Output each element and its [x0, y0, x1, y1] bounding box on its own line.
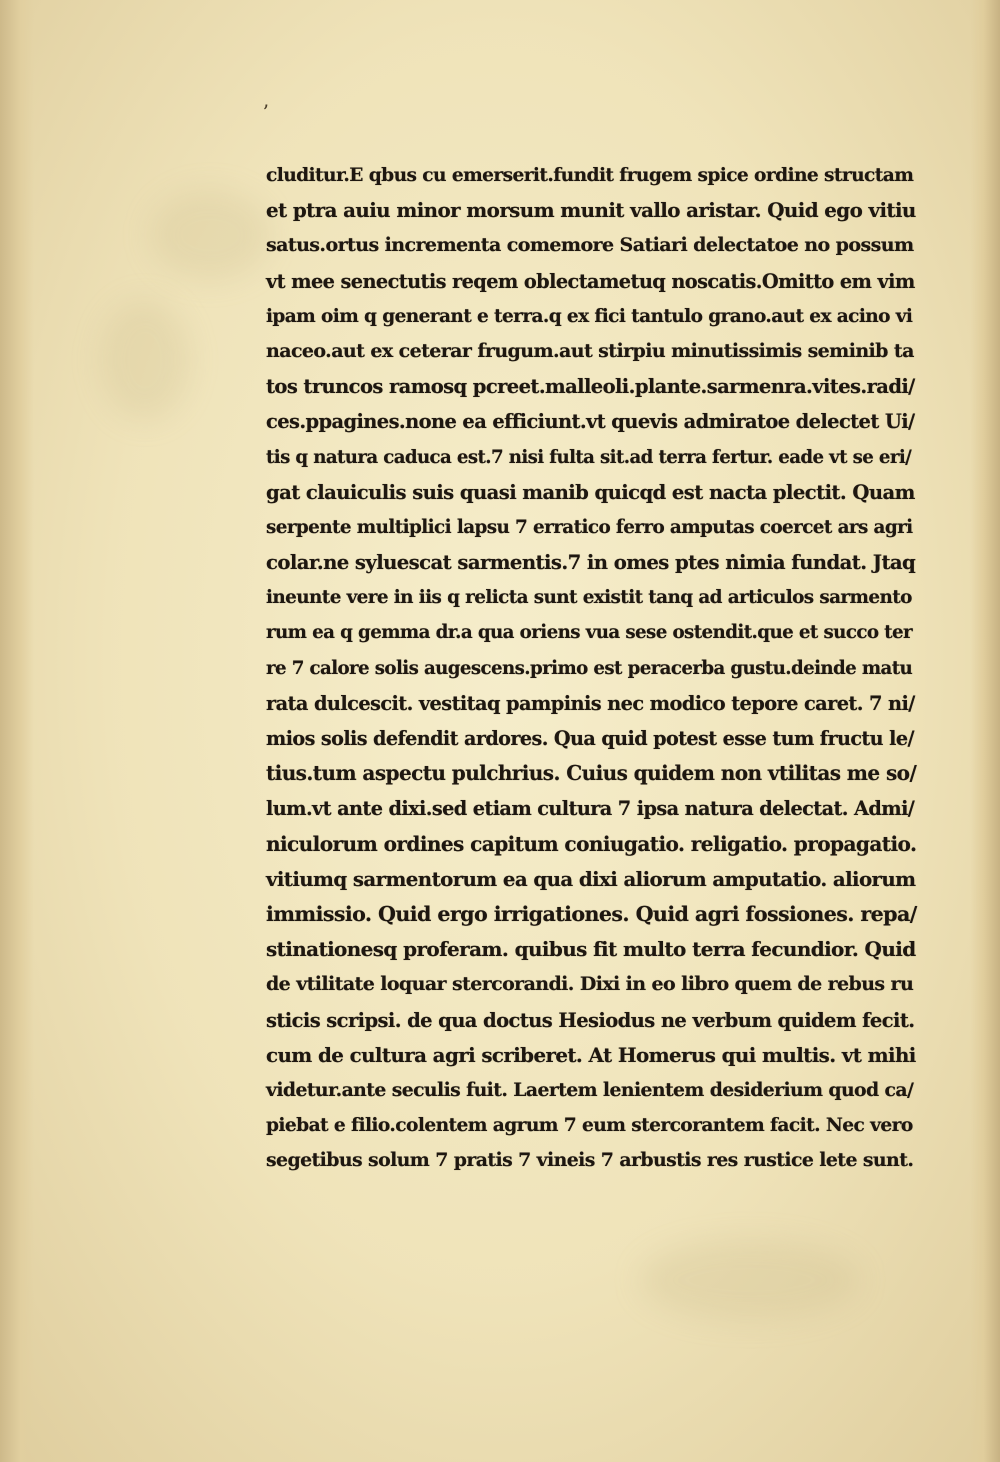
text-line: rata dulcescit. vestitaq pampinis nec modico tepore caret. 7 ni/: [266, 691, 915, 715]
text-line: mios solis defendit ardores. Qua quid potest esse tum fructu le/: [266, 727, 914, 750]
text-line: ineunte vere in iis q relicta sunt existit tanq ad articulos sarmento: [266, 587, 912, 609]
text-line: stinationesq proferam. quibus fit multo terra fecundior. Quid: [266, 937, 916, 962]
text-line: gat clauiculis suis quasi manib quicqd est nacta plectit. Quam: [266, 480, 915, 504]
text-line: videtur.ante seculis fuit. Laertem lenientem desiderium quod ca/: [266, 1078, 914, 1101]
text-line: tis q natura caduca est.7 nisi fulta sit.ad terra fertur. eade vt se eri/: [266, 446, 912, 468]
ink-mark: ʼ: [262, 100, 269, 124]
text-line: ipam oim q generant e terra.q ex fici tantulo grano.aut ex acino vi: [266, 305, 913, 327]
text-block: [266, 158, 926, 1178]
text-line: de vtilitate loquar stercorandi. Dixi in eo libro quem de rebus ru: [266, 973, 914, 996]
text-line: rum ea q gemma dr.a qua oriens vua sese ostendit.que et succo ter: [266, 622, 913, 644]
text-line: lum.vt ante dixi.sed etiam cultura 7 ipsa natura delectat. Admi/: [266, 797, 915, 821]
page-right-edge: [970, 0, 1000, 1462]
paper-stain: [100, 300, 190, 420]
text-line: colar.ne syluescat sarmentis.7 in omes ptes nimia fundat. Jtaq: [266, 551, 916, 575]
text-line: serpente multiplici lapsu 7 erratico ferro amputas coercet ars agri: [266, 516, 913, 538]
text-line: naceo.aut ex ceterar frugum.aut stirpiu minutissimis seminib ta: [266, 339, 914, 362]
paper-stain: [150, 190, 270, 280]
text-line: tius.tum aspectu pulchrius. Cuius quidem non vtilitas me so/: [266, 761, 917, 786]
text-line: piebat e filio.colentem agrum 7 eum stercorantem facit. Nec vero: [266, 1114, 913, 1137]
text-line: tos truncos ramosq pcreet.malleoli.plante.sarmenra.vites.radi/: [266, 375, 915, 399]
text-line: immissio. Quid ergo irrigationes. Quid agri fossiones. repa/: [266, 901, 917, 926]
text-line: re 7 calore solis augescens.primo est peracerba gustu.deinde matu: [266, 657, 913, 679]
page-left-edge: [0, 0, 34, 1462]
paper-stain: [640, 1240, 860, 1320]
text-line: ces.ppagines.none ea efficiunt.vt quevis admiratoe delectet Ui/: [266, 410, 915, 434]
text-line: cluditur.E qbus cu emerserit.fundit frugem spice ordine structam: [266, 165, 914, 186]
text-line: cum de cultura agri scriberet. At Homerus qui multis. vt mihi: [266, 1042, 916, 1067]
text-line: segetibus solum 7 pratis 7 vineis 7 arbustis res rustice lete sunt.: [266, 1149, 914, 1172]
text-line: vitiumq sarmentorum ea qua dixi aliorum amputatio. aliorum: [266, 866, 916, 891]
text-line: satus.ortus incrementa comemore Satiari delectatoe no possum: [266, 234, 914, 257]
text-line: vt mee senectutis reqem oblectametuq noscatis.Omitto em vim: [266, 269, 915, 293]
text-line: sticis scripsi. de qua doctus Hesiodus ne verbum quidem fecit.: [266, 1008, 915, 1032]
text-line: et ptra auiu minor morsum munit vallo aristar. Quid ego vitiu: [266, 198, 916, 223]
text-line: niculorum ordines capitum coniugatio. religatio. propagatio.: [266, 831, 917, 856]
